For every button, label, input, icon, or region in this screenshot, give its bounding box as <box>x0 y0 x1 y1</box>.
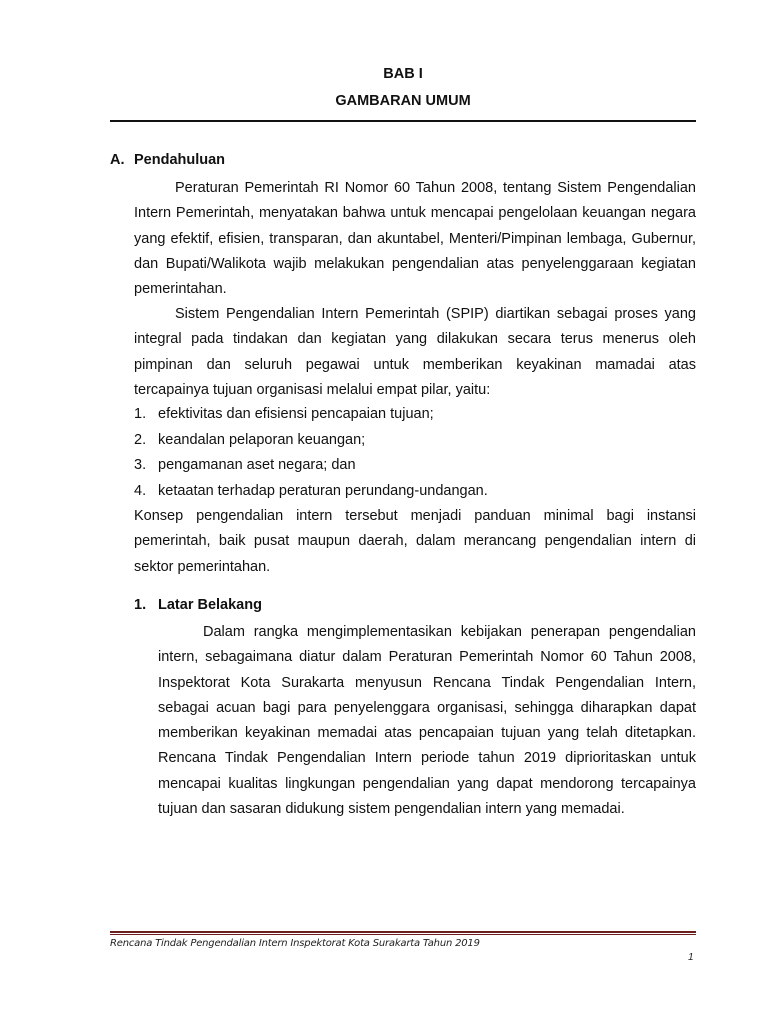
list-item-text: pengamanan aset negara; dan <box>158 457 356 473</box>
list-item-text: ketaatan terhadap peraturan perundang-undangan. <box>158 482 488 499</box>
section-a-heading <box>110 152 225 168</box>
footer-divider-thin <box>110 934 696 935</box>
section-1-title: Latar Belakang <box>158 597 262 613</box>
header-divider <box>110 120 696 122</box>
section-a-paragraph-3: Konsep pengendalian intern tersebut menjadi panduan minimal bagi instansi pemerintah, baik pusat maupun daerah, dalam merancang pengendalian intern di sektor pemerintahan. <box>134 508 696 575</box>
section-a-title: Pendahuluan <box>134 152 226 168</box>
list-item <box>134 453 696 479</box>
chapter-title: GAMBARAN UMUM <box>335 93 471 109</box>
list-item <box>134 402 696 428</box>
list-item-number: 3. <box>134 457 147 473</box>
list-item-text: efektivitas dan efisiensi pencapaian tujuan; <box>158 406 434 422</box>
footer-divider <box>110 931 696 933</box>
page-number: 1 <box>688 952 694 963</box>
list-item-number: 1. <box>134 406 147 422</box>
footer-text: Rencana Tindak Pengendalian Intern Inspektorat Kota Surakarta Tahun 2019 <box>110 938 480 949</box>
list-item <box>134 428 696 454</box>
section-1-marker: 1. <box>134 597 147 613</box>
section-1-heading <box>134 597 262 613</box>
list-item-number: 4. <box>134 482 147 499</box>
section-1-paragraph-1: Dalam rangka mengimplementasikan kebijakan penerapan pengendalian intern, sebagaimana diatur dalam Peraturan Pemerintah Nomor 60 Tahun 2008, Inspektorat Kota Surakarta menyusun Rencana Tindak Pengendalian Intern, sebagai acuan bagi para penyelenggara organisasi, sehingga diharapkan dapat memberikan keyakinan memadai atas pencapaian tujuan yang telah ditetapkan. Rencana Tindak Pengendalian Intern periode tahun 2019 diprioritaskan untuk mencapai kualitas lingkungan pengendalian yang dapat mendorong tercapainya tujuan dan sasaran didukung sistem pengendalian intern yang memadai. <box>158 624 696 818</box>
section-a-marker: A. <box>110 152 125 168</box>
list-item-text: keandalan pelaporan keuangan; <box>158 431 366 448</box>
section-a-paragraph-1: Peraturan Pemerintah RI Nomor 60 Tahun 2008, tentang Sistem Pengendalian Intern Pemerintah, menyatakan bahwa untuk mencapai pengelolaan keuangan negara yang efektif, efisien, transparan, dan akuntabel, Menteri/Pimpinan lembaga, Gubernur, dan Bupati/Walikota wajib melakukan pengendalian atas penyelenggaraan kegiatan pemerintahan. <box>134 180 696 298</box>
section-a-paragraph-2: Sistem Pengendalian Intern Pemerintah (SPIP) diartikan sebagai proses yang integral pada tindakan dan kegiatan yang dilakukan secara terus menerus oleh pimpinan dan seluruh pegawai untuk memberikan keyakinan mamadai atas tercapainya tujuan organisasi melalui empat pilar, yaitu: <box>134 306 696 398</box>
pillar-list <box>134 402 696 504</box>
list-item <box>134 479 696 505</box>
chapter-number: BAB I <box>383 66 423 82</box>
list-item-number: 2. <box>134 431 147 448</box>
